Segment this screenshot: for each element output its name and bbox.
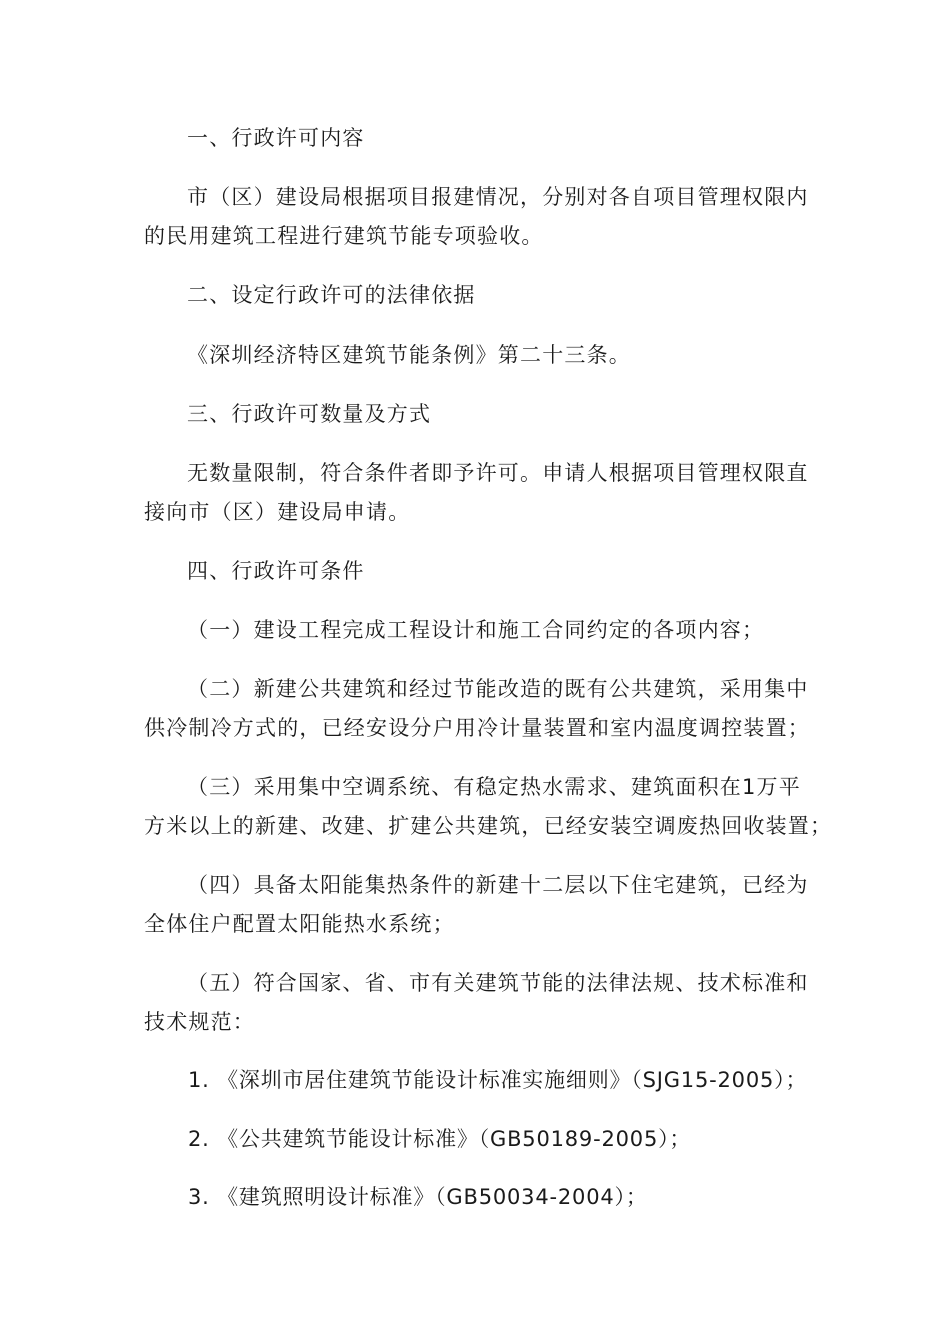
paragraph-line: 的民用建筑工程进行建筑节能专项验收。 [144,224,544,248]
paragraph-line: 市（区）建设局根据项目报建情况，分别对各自项目管理权限内 [187,185,809,209]
paragraph-line: 全体住户配置太阳能热水系统； [144,912,455,936]
section-heading-3: 三、行政许可数量及方式 [187,402,432,426]
condition-item: （一）建设工程完成工程设计和施工合同约定的各项内容； [187,618,765,642]
section-heading-1: 一、行政许可内容 [187,126,365,150]
paragraph-line: 技术规范： [144,1010,255,1034]
paragraph-line: 供冷制冷方式的，已经安设分户用冷计量装置和室内温度调控装置； [144,716,810,740]
section-heading-4: 四、行政许可条件 [187,559,365,583]
standard-list-item: 2. 《公共建筑节能设计标准》（GB50189-2005）； [188,1127,692,1151]
condition-item: （二）新建公共建筑和经过节能改造的既有公共建筑，采用集中 [187,677,809,701]
condition-item: （三）采用集中空调系统、有稳定热水需求、建筑面积在1万平 [187,775,801,799]
condition-item: （五）符合国家、省、市有关建筑节能的法律法规、技术标准和 [187,971,809,995]
paragraph-line: 无数量限制，符合条件者即予许可。申请人根据项目管理权限直 [187,461,809,485]
standard-list-item: 3. 《建筑照明设计标准》（GB50034-2004）； [188,1185,648,1209]
condition-item: （四）具备太阳能集热条件的新建十二层以下住宅建筑，已经为 [187,873,809,897]
standard-list-item: 1. 《深圳市居住建筑节能设计标准实施细则》（SJG15-2005）； [188,1068,808,1092]
paragraph-line: 《深圳经济特区建筑节能条例》第二十三条。 [187,343,631,367]
section-heading-2: 二、设定行政许可的法律依据 [187,283,476,307]
paragraph-line: 方米以上的新建、改建、扩建公共建筑，已经安装空调废热回收装置； [144,814,833,838]
paragraph-line: 接向市（区）建设局申请。 [144,500,411,524]
